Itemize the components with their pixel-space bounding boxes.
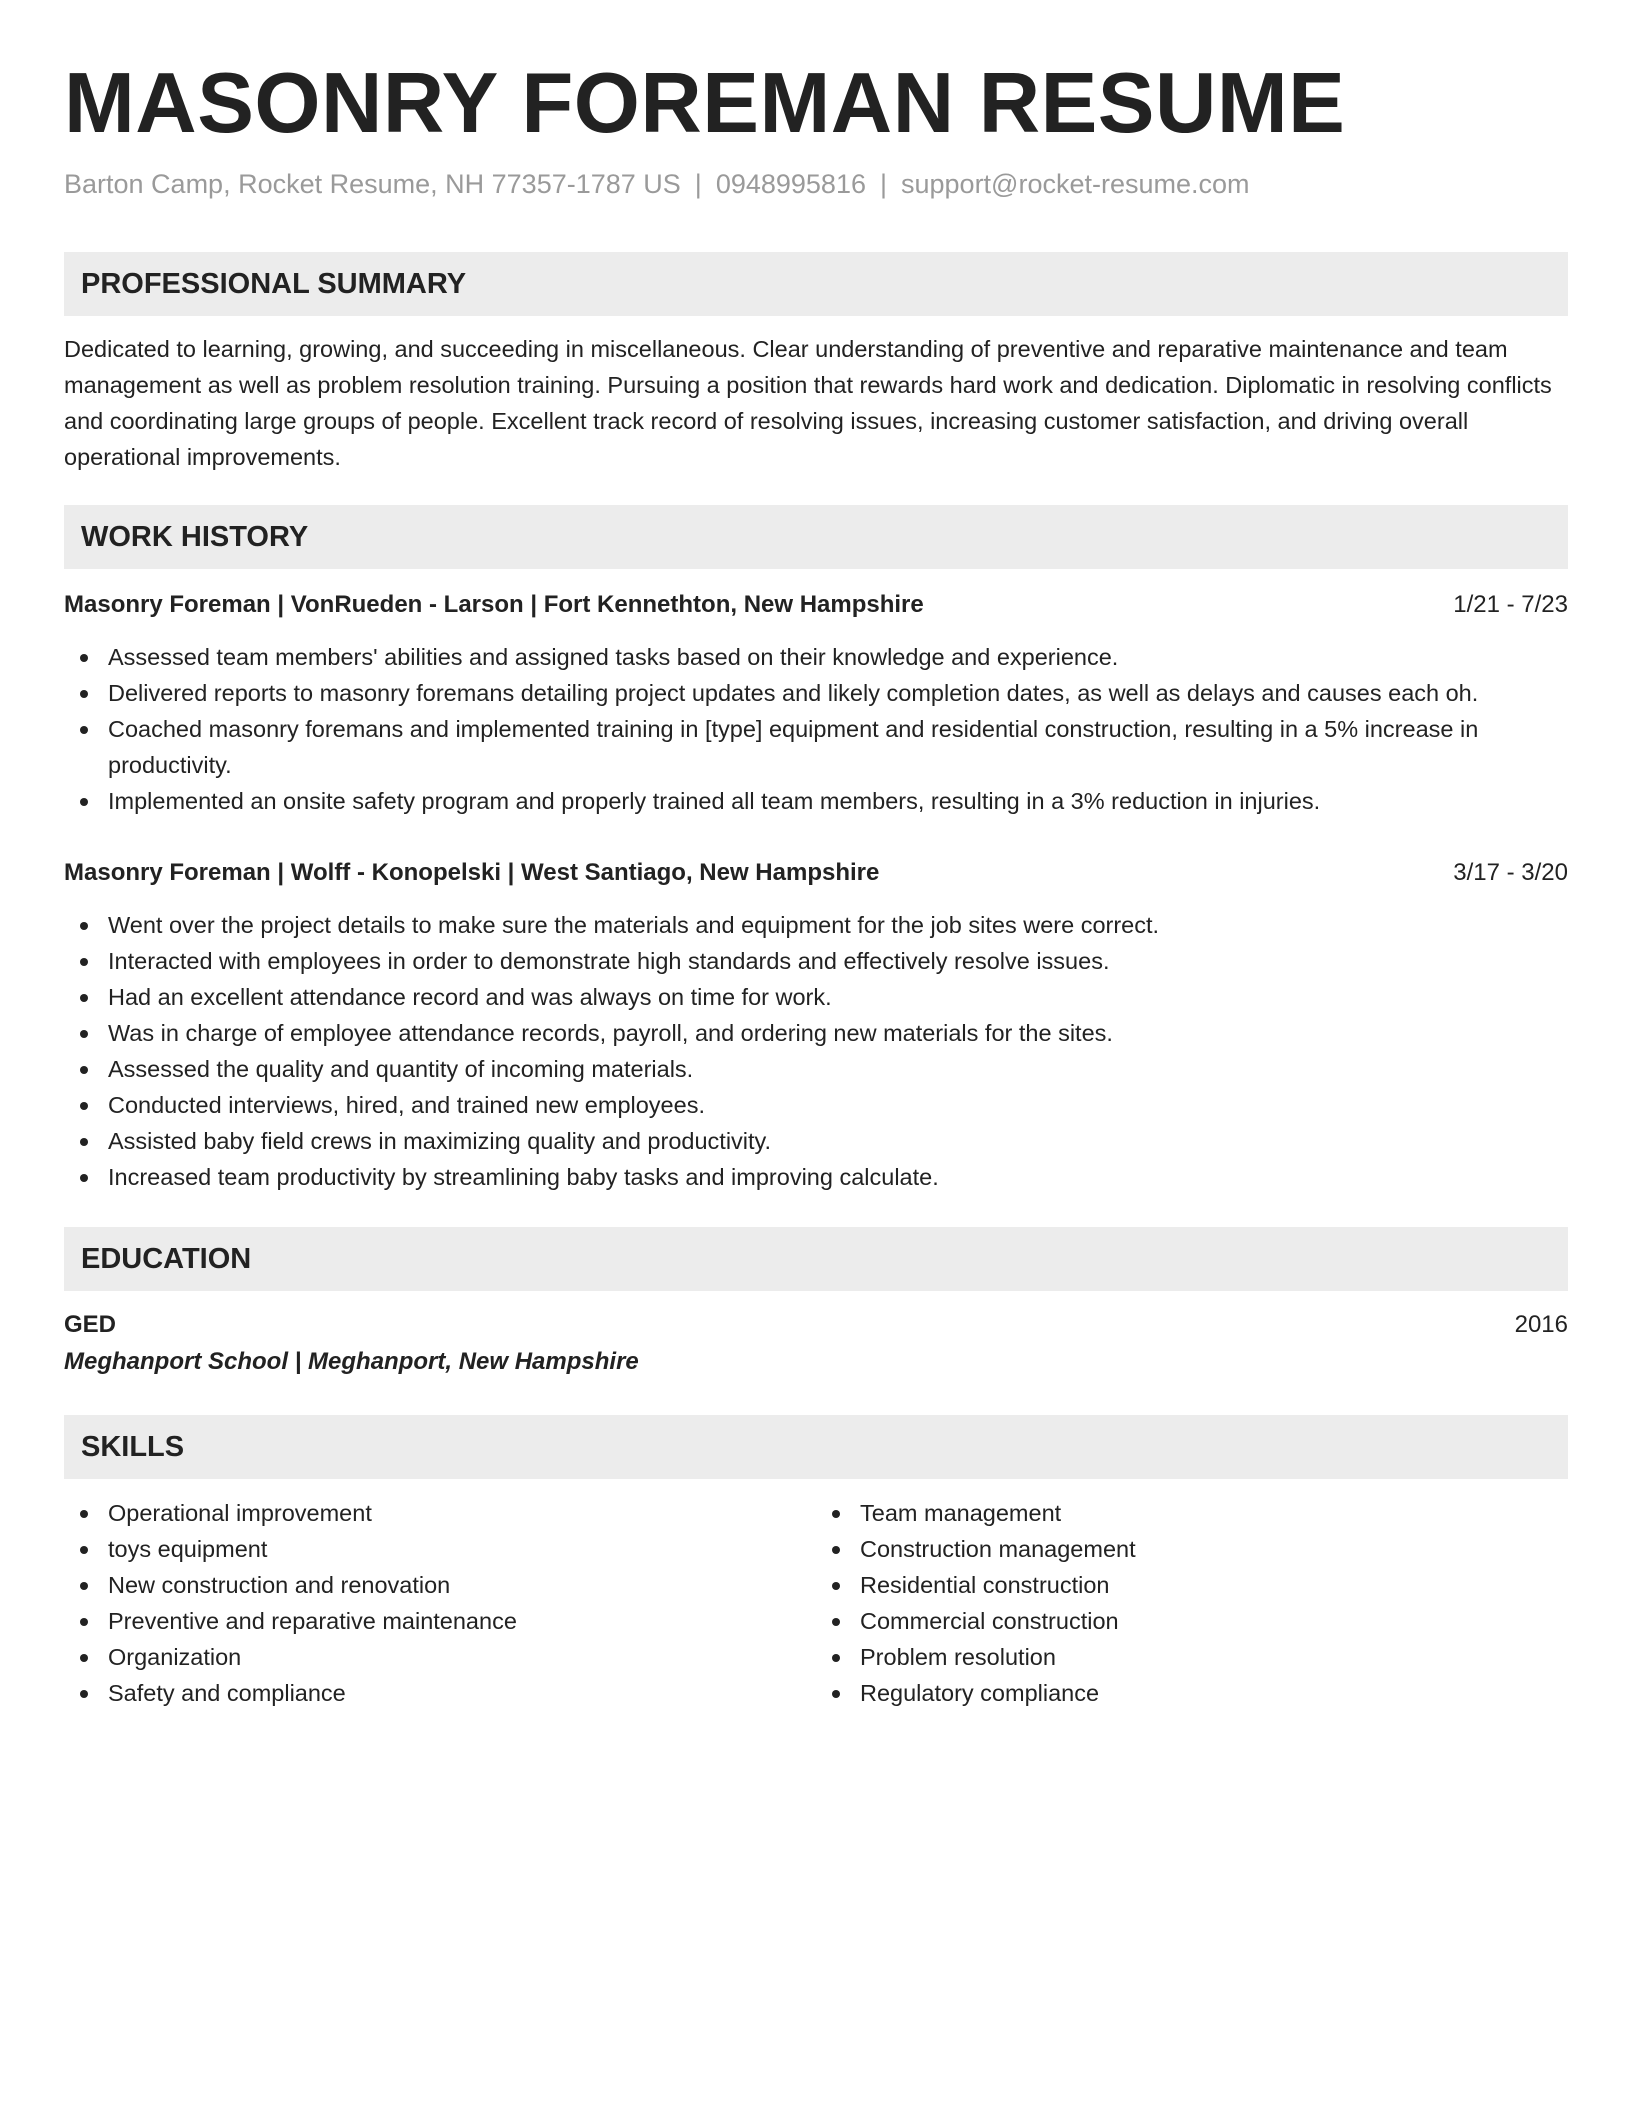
skill-item: Residential construction [816, 1567, 1568, 1603]
section-header-summary: PROFESSIONAL SUMMARY [64, 252, 1568, 316]
list-item: Assessed team members' abilities and assigned tasks based on their knowledge and experience. [64, 639, 1568, 675]
skill-item: Organization [64, 1639, 816, 1675]
skill-item: Preventive and reparative maintenance [64, 1603, 816, 1639]
skill-item: Construction management [816, 1531, 1568, 1567]
list-item: Delivered reports to masonry foremans detailing project updates and likely completion dates, as well as delays and causes each oh. [64, 675, 1568, 711]
skills-column-left [64, 1495, 816, 1711]
job-dates: 3/17 - 3/20 [1453, 859, 1568, 886]
list-item: Conducted interviews, hired, and trained new employees. [64, 1087, 1568, 1123]
skill-item: Commercial construction [816, 1603, 1568, 1639]
job-entry [64, 855, 1568, 1195]
list-item: Was in charge of employee attendance records, payroll, and ordering new materials for the sites. [64, 1015, 1568, 1051]
skills-list [64, 1495, 1568, 1711]
contact-separator: | [879, 169, 887, 199]
education-school: Meghanport School | Meghanport, New Hampshire [64, 1348, 639, 1375]
list-item: Increased team productivity by streamlining baby tasks and improving calculate. [64, 1159, 1568, 1195]
contact-email: support@rocket-resume.com [901, 169, 1250, 199]
skill-item: New construction and renovation [64, 1567, 816, 1603]
contact-phone: 0948995816 [715, 169, 866, 199]
list-item: Interacted with employees in order to demonstrate high standards and effectively resolve issues. [64, 943, 1568, 979]
summary-text: Dedicated to learning, growing, and succeeding in miscellaneous. Clear understanding of preventive and reparative maintenance and team management as well as problem resolution training. Pursuing a position that rewards hard work and dedication. Diplomatic in resolving conflicts and coordinating large groups of people. Excellent track record of resolving issues, increasing customer satisfaction, and driving overall operational improvements. [64, 336, 1552, 470]
skill-item: toys equipment [64, 1531, 816, 1567]
skills-column-right [816, 1495, 1568, 1711]
contact-separator: | [694, 169, 702, 199]
section-header-skills: SKILLS [64, 1415, 1568, 1479]
job-title: Masonry Foreman | Wolff - Konopelski | West Santiago, New Hampshire [64, 859, 880, 886]
education-heading [64, 1307, 1568, 1343]
skill-item: Problem resolution [816, 1639, 1568, 1675]
skill-item: Regulatory compliance [816, 1675, 1568, 1711]
job-title: Masonry Foreman | VonRueden - Larson | Fort Kennethton, New Hampshire [64, 591, 924, 618]
section-header-work-history: WORK HISTORY [64, 505, 1568, 569]
job-heading [64, 855, 1568, 891]
job-bullets [64, 639, 1568, 819]
list-item: Had an excellent attendance record and was always on time for work. [64, 979, 1568, 1015]
contact-address: Barton Camp, Rocket Resume, NH 77357-1787 US [64, 169, 681, 199]
list-item: Implemented an onsite safety program and properly trained all team members, resulting in a 3% reduction in injuries. [64, 783, 1568, 819]
education-year: 2016 [1514, 1311, 1568, 1338]
skill-item: Safety and compliance [64, 1675, 816, 1711]
contact-line [64, 166, 1568, 202]
education-degree: GED [64, 1311, 117, 1338]
list-item: Went over the project details to make sure the materials and equipment for the job sites were correct. [64, 907, 1568, 943]
skill-item: Team management [816, 1495, 1568, 1531]
resume-title: MASONRY FOREMAN RESUME [64, 56, 1346, 151]
job-bullets [64, 907, 1568, 1195]
job-heading [64, 587, 1568, 623]
list-item: Assessed the quality and quantity of incoming materials. [64, 1051, 1568, 1087]
skill-item: Operational improvement [64, 1495, 816, 1531]
job-dates: 1/21 - 7/23 [1453, 591, 1568, 618]
list-item: Assisted baby field crews in maximizing quality and productivity. [64, 1123, 1568, 1159]
section-header-education: EDUCATION [64, 1227, 1568, 1291]
job-entry [64, 587, 1568, 819]
list-item: Coached masonry foremans and implemented training in [type] equipment and residential construction, resulting in a 5% increase in productivity. [64, 711, 1568, 783]
